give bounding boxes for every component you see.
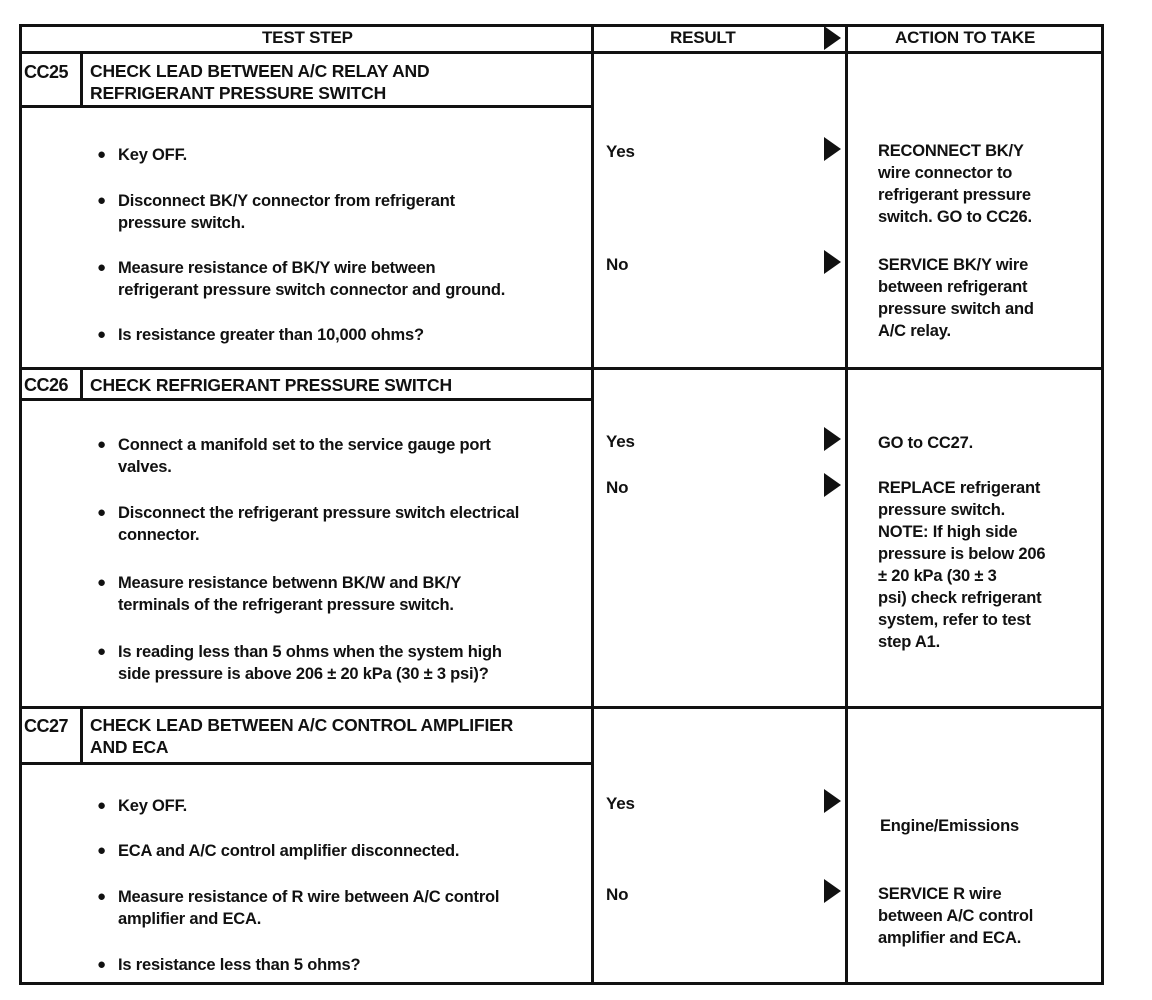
column-divider-result [591,24,594,985]
action-line: psi) check refrigerant [878,589,1042,607]
bullet-line: terminals of the refrigerant pressure switch. [118,596,454,614]
title-line: REFRIGERANT PRESSURE SWITCH [90,83,387,103]
result-arrow-icon [824,137,841,161]
bullet-icon: ● [97,146,106,163]
table-left-border [19,24,22,985]
action-line: amplifier and ECA. [878,929,1022,947]
bullet-icon: ● [97,842,106,859]
step-code-cc27: CC27 [24,716,69,736]
action-line: refrigerant pressure [878,186,1031,204]
action-line: SERVICE R wire [878,885,1002,903]
step-title-cc25 [90,60,429,104]
action-line: switch. GO to CC26. [878,208,1032,226]
action-line: pressure switch and [878,300,1034,318]
bullet-line: Disconnect the refrigerant pressure switch electrical [118,504,520,522]
header-arrow-icon [824,26,841,50]
cc25-code-divider [80,54,83,107]
step-code-cc26: CC26 [24,375,69,395]
action-line: between A/C control [878,907,1034,925]
bullet-line: Is resistance greater than 10,000 ohms? [118,326,424,344]
bullet-line: Measure resistance of BK/Y wire between [118,259,436,277]
bullet-item [97,434,491,478]
table-top-border [19,24,1104,27]
action-line: pressure switch. [878,501,1006,519]
bullet-icon: ● [97,574,106,591]
result-arrow-icon [824,789,841,813]
action-line: RECONNECT BK/Y [878,142,1024,160]
bullet-icon: ● [97,956,106,973]
step-code-cc25: CC25 [24,62,69,82]
bullet-line: side pressure is above 206 ± 20 kPa (30 ± 3 psi)? [118,665,489,683]
bullet-icon: ● [97,192,106,209]
result-arrow-icon [824,250,841,274]
bullet-line: amplifier and ECA. [118,910,262,928]
row-divider-cc27 [19,706,1104,709]
action-line: REPLACE refrigerant [878,479,1041,497]
result-arrow-icon [824,473,841,497]
step-title-cc26 [90,374,452,396]
result-yes: Yes [606,794,635,813]
action-line: between refrigerant [878,278,1028,296]
bullet-line: connector. [118,526,200,544]
step-title-cc27 [90,714,513,758]
action-line: system, refer to test [878,611,1031,629]
bullet-item [97,886,500,930]
bullet-line: pressure switch. [118,214,246,232]
cc27-code-divider [80,709,83,764]
row-divider-cc26 [19,367,1104,370]
bullet-line: Is reading less than 5 ohms when the system high [118,643,502,661]
bullet-item [97,324,424,346]
result-yes: Yes [606,432,635,451]
title-line: CHECK LEAD BETWEEN A/C CONTROL AMPLIFIER [90,715,514,735]
bullet-icon: ● [97,326,106,343]
cc26-code-divider [80,370,83,400]
bullet-item [97,572,462,616]
table-right-border [1101,24,1104,985]
result-arrow-icon [824,879,841,903]
bullet-line: Key OFF. [118,146,188,164]
result-no: No [606,255,629,274]
bullet-item [97,144,188,166]
result-arrow-icon [824,427,841,451]
column-divider-action [845,24,848,985]
bullet-icon: ● [97,504,106,521]
bullet-item [97,641,502,685]
result-no: No [606,885,629,904]
header-result: RESULT [670,28,736,47]
bullet-icon: ● [97,888,106,905]
bullet-item [97,190,455,234]
bullet-item [97,502,520,546]
bullet-line: Connect a manifold set to the service gauge port [118,436,491,454]
cc27-title-bottom [19,762,591,765]
action-line: NOTE: If high side [878,523,1018,541]
title-line: CHECK REFRIGERANT PRESSURE SWITCH [90,375,452,395]
bullet-line: Measure resistance of R wire between A/C control [118,888,500,906]
title-line: AND ECA [90,737,169,757]
bullet-icon: ● [97,643,106,660]
bullet-icon: ● [97,797,106,814]
header-test-step: TEST STEP [262,28,353,47]
action-line: A/C relay. [878,322,951,340]
bullet-line: Is resistance less than 5 ohms? [118,956,361,974]
bullet-icon: ● [97,259,106,276]
bullet-line: Key OFF. [118,797,188,815]
action-line: GO to CC27. [878,434,973,452]
action-line: wire connector to [878,164,1013,182]
bullet-line: ECA and A/C control amplifier disconnected. [118,842,460,860]
action-text [878,140,1032,228]
action-line: SERVICE BK/Y wire [878,256,1029,274]
result-no: No [606,478,629,497]
bullet-line: refrigerant pressure switch connector and ground. [118,281,506,299]
bullet-line: Measure resistance betwenn BK/W and BK/Y [118,574,462,592]
action-text [878,254,1034,342]
table-bottom-border [19,982,1104,985]
cc26-title-bottom [19,398,591,401]
bullet-item [97,840,460,862]
bullet-item [97,795,188,817]
bullet-icon: ● [97,436,106,453]
action-text [880,815,1019,837]
action-line: ± 20 kPa (30 ± 3 [878,567,997,585]
bullet-item [97,954,361,976]
header-bottom-border [19,51,1104,54]
action-text [878,432,973,454]
action-line: Engine/Emissions [880,817,1019,835]
bullet-line: Disconnect BK/Y connector from refrigerant [118,192,455,210]
action-text [878,477,1045,653]
action-line: step A1. [878,633,940,651]
bullet-line: valves. [118,458,172,476]
bullet-item [97,257,506,301]
title-line: CHECK LEAD BETWEEN A/C RELAY AND [90,61,430,81]
header-action: ACTION TO TAKE [895,28,1036,47]
result-yes: Yes [606,142,635,161]
action-text [878,883,1033,949]
action-line: pressure is below 206 [878,545,1046,563]
cc25-title-bottom [19,105,591,108]
